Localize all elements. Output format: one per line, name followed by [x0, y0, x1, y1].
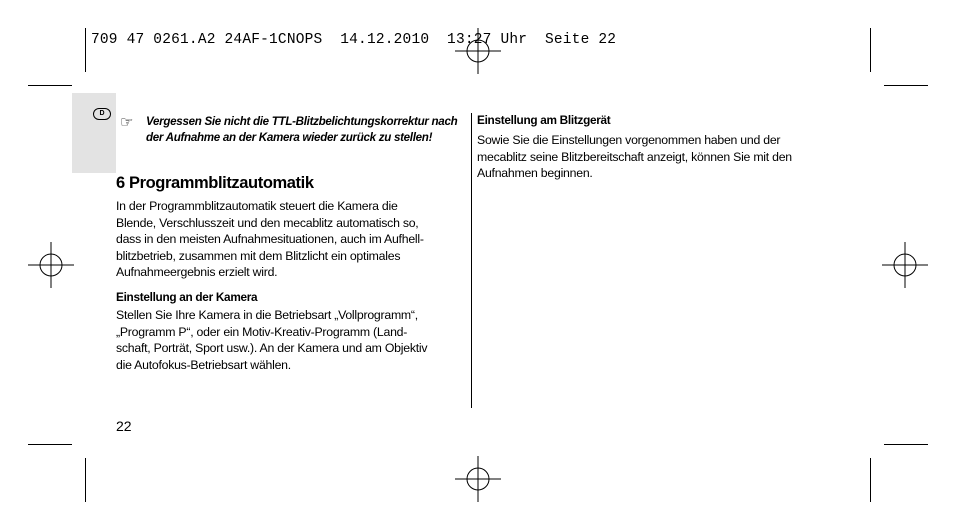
text-line: schaft, Porträt, Sport usw.). An der Kamera und am Objektiv [116, 341, 428, 356]
text-line: „Programm P“, oder ein Motiv-Kreativ-Programm (Land- [116, 324, 408, 339]
crop-mark-bottom-right-vertical [870, 458, 871, 502]
text-line: mecablitz seine Blitzbereitschaft anzeigt, können Sie mit den [477, 149, 792, 164]
section-title: 6 Programmblitzautomatik [116, 174, 314, 192]
note-text: Vergessen Sie nicht die TTL-Blitzbelichtungskorrektur nach der Aufnahme an der Kamera wieder zurück zu stellen! [146, 115, 458, 144]
camera-settings-paragraph [116, 307, 427, 373]
registration-mark-right [882, 242, 928, 288]
crop-mark-bottom-left-vertical [85, 458, 86, 502]
intro-paragraph [116, 198, 424, 281]
text-line: Aufnahmeergebnis erzielt wird. [116, 265, 278, 280]
crop-mark-top-left-vertical [85, 28, 86, 72]
flash-settings-paragraph [477, 132, 792, 182]
text-line: Sowie Sie die Einstellungen vorgenommen haben und der [477, 133, 781, 147]
text-line: In der Programmblitzautomatik steuert die Kamera die [116, 199, 398, 213]
text-line: Aufnahmen beginnen. [477, 166, 593, 181]
registration-mark-bottom [455, 456, 501, 502]
text-line: Blende, Verschlusszeit und den mecablitz automatisch so, [116, 215, 419, 230]
text-line: die Autofokus-Betriebsart wählen. [116, 357, 291, 372]
column-divider [471, 113, 472, 408]
language-side-tab [72, 93, 116, 173]
pointing-hand-icon: ☞ [120, 114, 134, 131]
crop-mark-bottom-left-horizontal [28, 444, 72, 445]
crop-mark-bottom-right-horizontal [884, 444, 928, 445]
print-slug-header: 709 47 0261.A2 24AF-1CNOPS 14.12.2010 13:27 Uhr Seite 22 [91, 32, 617, 48]
crop-mark-top-right-horizontal [884, 85, 928, 86]
crop-mark-top-right-vertical [870, 28, 871, 72]
registration-mark-left [28, 242, 74, 288]
text-line: Stellen Sie Ihre Kamera in die Betriebsart „Vollprogramm“, [116, 308, 418, 322]
flash-settings-heading: Einstellung am Blitzgerät [477, 113, 611, 127]
page-number: 22 [116, 418, 132, 434]
text-line: blitzbetrieb, zusammen mit dem Blitzlicht ein optimales [116, 248, 401, 263]
text-line: dass in den meisten Aufnahmesituationen, auch im Aufhell- [116, 232, 424, 247]
camera-settings-heading: Einstellung an der Kamera [116, 290, 258, 304]
language-badge: D [93, 108, 111, 120]
crop-mark-top-left-horizontal [28, 85, 72, 86]
